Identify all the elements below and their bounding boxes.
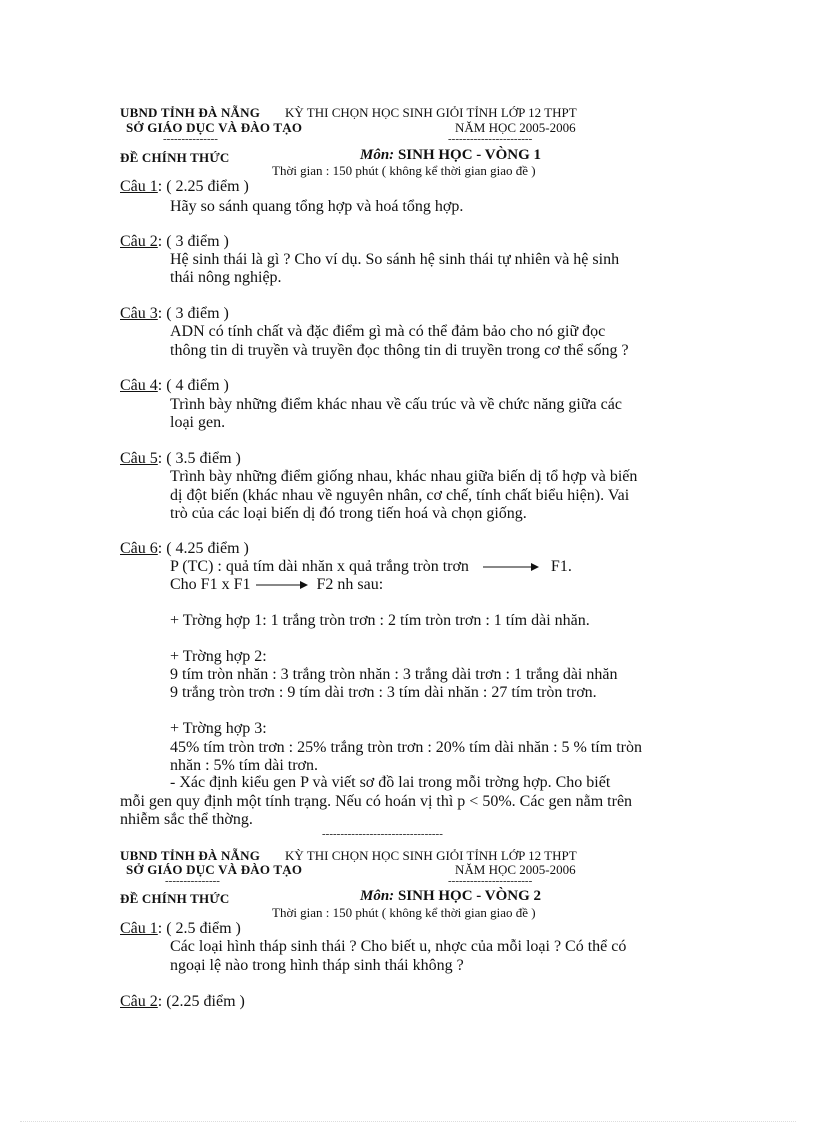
question-2-heading xyxy=(120,233,229,251)
question-points: : ( 4.25 điểm ) xyxy=(157,540,249,557)
question-2-heading xyxy=(120,993,245,1011)
question-label: Câu 2 xyxy=(120,993,158,1010)
question-6-heading xyxy=(120,540,249,558)
school-year: NĂM HỌC 2005-2006 xyxy=(455,120,576,135)
question-4-heading xyxy=(120,377,229,395)
cross-f1-line xyxy=(170,576,383,594)
question-1-heading xyxy=(120,920,241,938)
question-label: Câu 4 xyxy=(120,377,158,394)
question-3-text-line: thông tin di truyền và truyền đọc thông tin di truyền trong cơ thể sống ? xyxy=(170,342,629,359)
question-4-text-line: loại gen. xyxy=(170,414,226,431)
question-points: : ( 3.5 điểm ) xyxy=(157,450,241,467)
question-points: : ( 3 điểm ) xyxy=(157,305,229,322)
question-label: Câu 6 xyxy=(120,540,158,557)
subject-line xyxy=(360,147,541,164)
case-3-line: 45% tím tròn trơn : 25% trắng tròn trơn : 20% tím dài nhăn : 5 % tím tròn xyxy=(170,739,642,756)
task-line: nhiễm sắc thể thờng. xyxy=(120,811,253,828)
question-5-text-line: dị đột biến (khác nhau về nguyên nhân, cơ chế, tính chất biểu hiện). Vai xyxy=(170,487,630,504)
school-year: NĂM HỌC 2005-2006 xyxy=(455,862,576,877)
question-3-text-line: ADN có tính chất và đặc điểm gì mà có thể đảm bảo cho nó giữ đọc xyxy=(170,323,606,340)
official-label: ĐỀ CHÍNH THỨC xyxy=(120,150,230,165)
case-2-line: 9 trắng tròn trơn : 9 tím dài trơn : 3 tím dài nhăn : 27 tím tròn trơn. xyxy=(170,684,597,701)
question-4-text-line: Trình bày những điểm khác nhau về cấu trúc và về chức năng giữa các xyxy=(170,396,622,413)
question-points: : ( 4 điểm ) xyxy=(157,377,229,394)
case-2-line: 9 tím tròn nhăn : 3 trắng tròn nhăn : 3 trắng dài trơn : 1 trắng dài nhăn xyxy=(170,666,618,683)
case-1: + Trờng hợp 1: 1 trắng tròn trơn : 2 tím tròn trơn : 1 tím dài nhăn. xyxy=(170,612,590,629)
question-1-heading xyxy=(120,178,249,196)
right-divider: ----------------------- xyxy=(448,133,533,145)
section-separator: --------------------------------- xyxy=(322,828,443,840)
time-note: Thời gian : 150 phút ( không kể thời gian giao đề ) xyxy=(272,163,536,178)
right-divider: ----------------------- xyxy=(448,875,533,887)
left-divider: --------------- xyxy=(165,875,220,887)
case-3-line: nhăn : 5% tím dài trơn. xyxy=(170,757,318,774)
case-2-title: + Trờng hợp 2: xyxy=(170,648,267,665)
question-label: Câu 1 xyxy=(120,178,158,195)
page-bottom-edge xyxy=(20,1121,796,1122)
subject-name: SINH HỌC - VÒNG 1 xyxy=(397,147,542,163)
left-divider: --------------- xyxy=(163,133,218,145)
cross-p-text: P (TC) : quả tím dài nhăn x quả trắng tròn trơn xyxy=(170,558,469,575)
arrow-right-icon xyxy=(483,562,539,572)
cross-f1-result: F2 nh sau: xyxy=(316,576,384,593)
subject-label: Môn: xyxy=(360,888,395,904)
subject-label: Môn: xyxy=(360,147,395,163)
question-label: Câu 5 xyxy=(120,450,158,467)
question-label: Câu 3 xyxy=(120,305,158,322)
question-1-text-line: Các loại hình tháp sinh thái ? Cho biết u, nhợc của mỗi loại ? Có thể có xyxy=(170,938,627,955)
task-line: - Xác định kiểu gen P và viết sơ đồ lai trong mỗi trờng hợp. Cho biết xyxy=(170,774,611,791)
question-points: : (2.25 điểm ) xyxy=(157,993,245,1010)
school-dept-header: SỞ GIÁO DỤC VÀ ĐÀO TẠO xyxy=(126,862,303,877)
case-3-title: + Trờng hợp 3: xyxy=(170,720,267,737)
subject-name: SINH HỌC - VÒNG 2 xyxy=(397,888,542,904)
department-header: UBND TỈNH ĐÀ NẴNG xyxy=(120,105,261,120)
subject-line xyxy=(360,888,541,905)
exam-title: KỲ THI CHỌN HỌC SINH GIỎI TỈNH LỚP 12 THPT xyxy=(285,848,577,863)
question-2-text-line: thái nông nghiệp. xyxy=(170,269,282,286)
official-label: ĐỀ CHÍNH THỨC xyxy=(120,891,230,906)
school-dept-header: SỞ GIÁO DỤC VÀ ĐÀO TẠO xyxy=(126,120,303,135)
cross-f1-text: Cho F1 x F1 xyxy=(170,576,251,593)
question-2-text-line: Hệ sinh thái là gì ? Cho ví dụ. So sánh hệ sinh thái tự nhiên và hệ sinh xyxy=(170,251,620,268)
question-points: : ( 3 điểm ) xyxy=(157,233,229,250)
question-1-text: Hãy so sánh quang tổng hợp và hoá tổng hợp. xyxy=(170,198,464,215)
task-line: mỗi gen quy định một tính trạng. Nếu có hoán vị thì p < 50%. Các gen nằm trên xyxy=(120,793,633,810)
cross-p-result: F1. xyxy=(550,558,572,575)
arrow-right-icon xyxy=(256,580,308,590)
question-5-heading xyxy=(120,450,241,468)
question-5-text-line: Trình bày những điểm giống nhau, khác nhau giữa biến dị tổ hợp và biến xyxy=(170,468,638,485)
question-label: Câu 1 xyxy=(120,920,158,937)
question-points: : ( 2.5 điểm ) xyxy=(157,920,241,937)
question-1-text-line: ngoại lệ nào trong hình tháp sinh thái không ? xyxy=(170,957,464,974)
time-note: Thời gian : 150 phút ( không kể thời gian giao đề ) xyxy=(272,905,536,920)
exam-title: KỲ THI CHỌN HỌC SINH GIỎI TỈNH LỚP 12 THPT xyxy=(285,105,577,120)
question-label: Câu 2 xyxy=(120,233,158,250)
question-points: : ( 2.25 điểm ) xyxy=(157,178,249,195)
department-header: UBND TỈNH ĐÀ NẴNG xyxy=(120,848,261,863)
question-5-text-line: trò của các loại biến dị đó trong tiến hoá và chọn giống. xyxy=(170,505,527,522)
cross-p-line xyxy=(170,558,572,576)
question-3-heading xyxy=(120,305,229,323)
